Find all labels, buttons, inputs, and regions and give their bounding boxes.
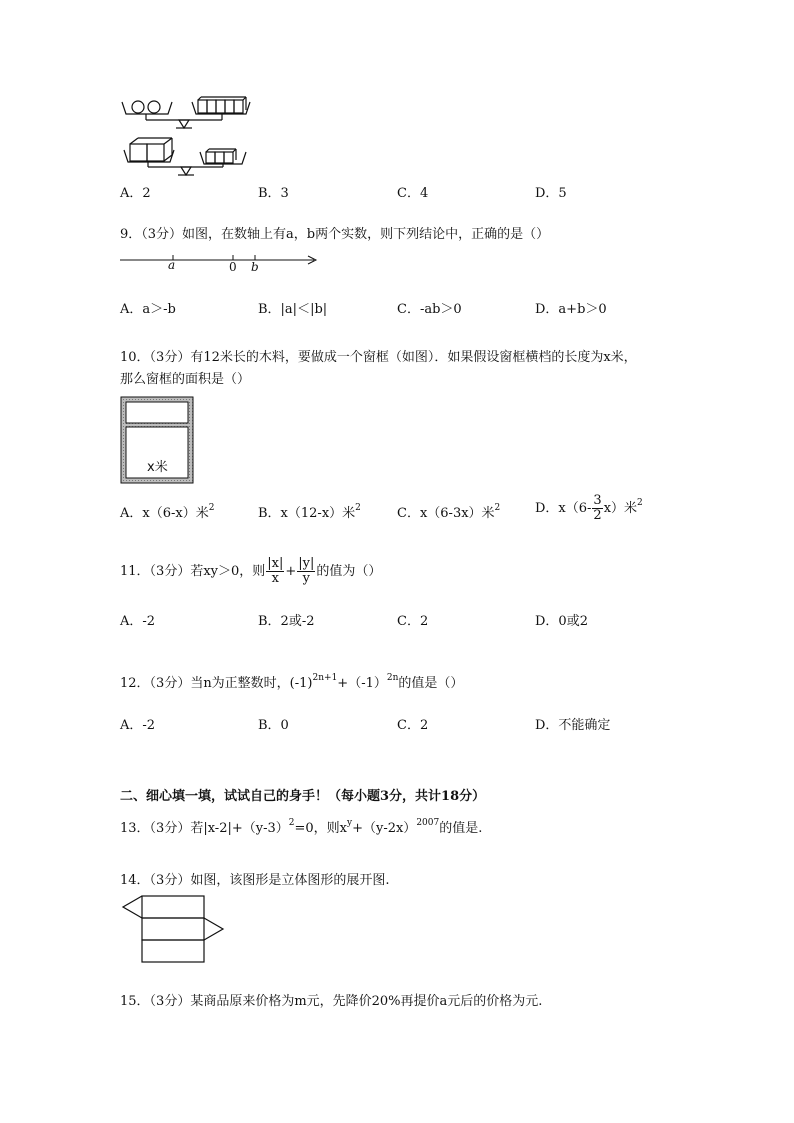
q10-option-d-fraction (592, 494, 602, 523)
q11-fraction-x (266, 557, 284, 586)
q11-stem (120, 557, 381, 586)
q11-frac1-num: |x| (267, 556, 284, 571)
q13-exp3: 2007 (416, 818, 440, 828)
q12-part2: +（-1） (337, 676, 387, 691)
q9-stem: 9．（3分）如图，在数轴上有a，b两个实数，则下列结论中，正确的是（） (120, 227, 550, 242)
q9-option-a[interactable]: A．a＞-b (120, 302, 176, 317)
q11-prefix: 11．（3分）若xy＞0，则 (120, 564, 266, 579)
q12-stem (120, 672, 463, 691)
prism-net-svg (120, 894, 230, 964)
bottom-scale (124, 138, 246, 175)
q11-fraction-y (297, 557, 315, 586)
q10-option-d[interactable] (535, 494, 643, 523)
q11-frac2-num: |y| (298, 556, 315, 571)
section-2-title: 二、细心填一填，试试自己的身手！（每小题3分，共计18分） (120, 789, 486, 804)
q13-stem (120, 817, 482, 836)
axis-label-zero: 0 (229, 260, 237, 274)
balance-figure (118, 92, 253, 182)
q13-part1: 13．（3分）若|x-2|+（y-3） (120, 821, 289, 836)
q9-option-c[interactable]: C．-ab＞0 (397, 302, 462, 317)
q10-stem-line1: 10．（3分）有12米长的木料，要做成一个窗框（如图）．如果假设窗框横档的长度为x米， (120, 350, 637, 365)
q10-option-c-exp: 2 (494, 503, 501, 513)
q11-option-d[interactable]: D．0或2 (535, 614, 588, 629)
q12-option-c[interactable]: C．2 (397, 718, 429, 733)
q11-option-a[interactable]: A．-2 (120, 614, 156, 629)
q8-option-b[interactable]: B．3 (258, 186, 289, 201)
prism-net-figure (120, 894, 230, 964)
q9-option-b[interactable]: B．|a|＜|b| (258, 302, 328, 317)
q13-exp2: y (346, 818, 353, 828)
q10-option-a-text: A．x（6-x）米 (120, 506, 209, 521)
q12-part1: 12．（3分）当n为正整数时，(-1) (120, 676, 313, 691)
axis-label-a: a (168, 258, 176, 272)
q10-option-d-exp: 2 (637, 498, 643, 508)
balance-figure-svg (118, 92, 253, 182)
q11-plus: + (285, 564, 297, 579)
q12-option-a[interactable]: A．-2 (120, 718, 156, 733)
q12-option-d[interactable]: D．不能确定 (535, 718, 611, 733)
q9-option-d[interactable]: D．a+b＞0 (535, 302, 607, 317)
q8-option-a[interactable]: A．2 (120, 186, 151, 201)
q13-exp1: 2 (288, 818, 295, 828)
q12-exp2: 2n (386, 673, 399, 683)
q13-part2: =0，则x (294, 821, 347, 836)
number-line-svg (120, 248, 320, 278)
top-scale (122, 97, 250, 128)
q11-frac1-den: x (271, 571, 279, 586)
q15-stem: 15．（3分）某商品原来价格为m元，先降价20%再提价a元后的价格为元. (120, 994, 543, 1009)
window-frame-figure (120, 396, 194, 484)
q13-part3: +（y-2x） (352, 821, 417, 836)
q10-option-b[interactable] (258, 502, 361, 521)
q10-option-d-text: D．x（6- (535, 501, 592, 516)
q13-part4: 的值是. (439, 821, 483, 836)
q11-option-c[interactable]: C．2 (397, 614, 429, 629)
q11-option-b[interactable]: B．2或-2 (258, 614, 315, 629)
q10-option-a-exp: 2 (208, 503, 215, 513)
q10-option-b-exp: 2 (355, 503, 361, 513)
q10-option-d-mid: x）米 (603, 501, 638, 516)
q10-option-b-text: B．x（12-x）米 (258, 506, 356, 521)
q10-option-c[interactable] (397, 502, 500, 521)
q8-option-d[interactable]: D．5 (535, 186, 567, 201)
q10-option-c-text: C．x（6-3x）米 (397, 506, 495, 521)
window-frame-label: x米 (147, 460, 168, 475)
q8-option-c[interactable]: C．4 (397, 186, 429, 201)
q10-option-d-den: 2 (593, 508, 602, 523)
q14-stem: 14．（3分）如图，该图形是立体图形的展开图. (120, 873, 390, 888)
q12-part3: 的值是（） (398, 676, 464, 691)
q12-option-b[interactable]: B．0 (258, 718, 289, 733)
number-line-figure (120, 248, 320, 278)
q11-frac2-den: y (302, 571, 310, 586)
q10-stem-line2: 那么窗框的面积是（） (120, 372, 251, 387)
q11-suffix: 的值为（） (316, 564, 382, 579)
q10-option-d-num: 3 (593, 493, 602, 508)
q12-exp1: 2n+1 (312, 673, 338, 683)
q10-option-a[interactable] (120, 502, 214, 521)
axis-label-b: b (251, 260, 259, 274)
